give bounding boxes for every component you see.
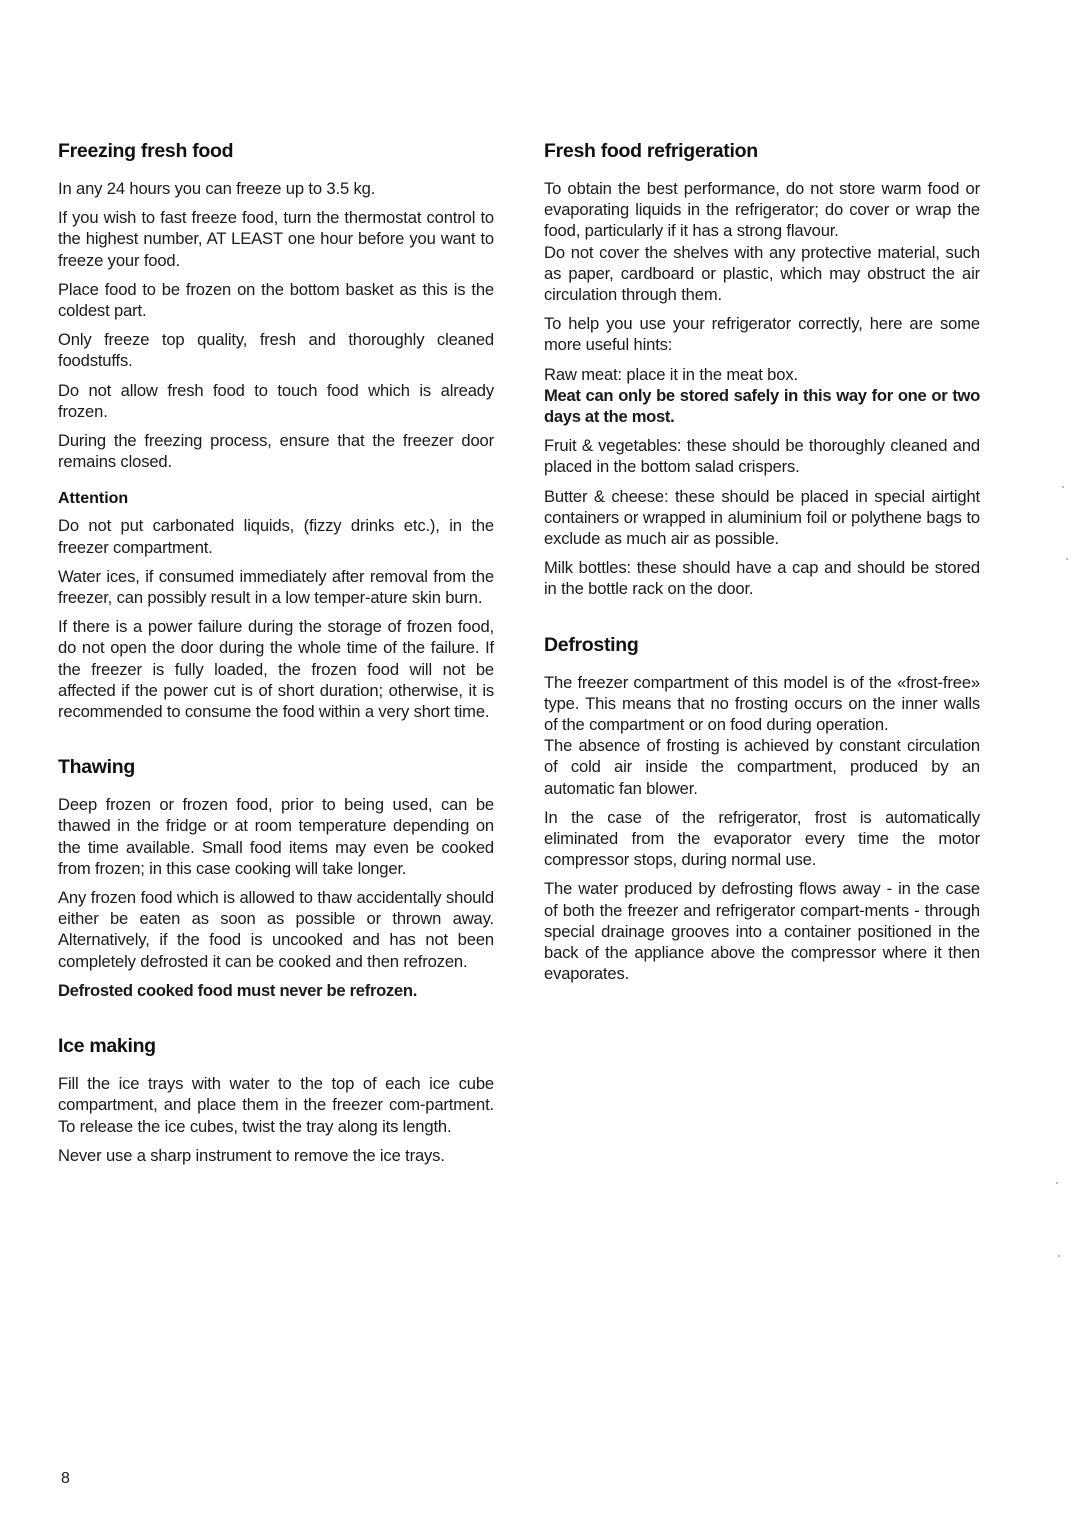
thawing-warning: Defrosted cooked food must never be refrozen. [58, 980, 418, 1000]
paragraph: Do not allow fresh food to touch food which is already frozen. [58, 380, 494, 421]
paragraph: If you wish to fast freeze food, turn the thermostat control to the highest number, AT LEAST one hour before you want to freeze your food. [58, 208, 494, 270]
paragraph: To obtain the best performance, do not store warm food or evaporating liquids in the refrigerator; do cover or wrap the food, particularly if it has a strong flavour. [544, 179, 980, 241]
heading-defrosting: Defrosting [544, 633, 639, 656]
heading-fresh-food-refrigeration: Fresh food refrigeration [544, 140, 758, 162]
paragraph: The freezer compartment of this model is of the «frost-free» type. This means that no frosting occurs on the inner walls of the compartment or on food during operation. [544, 672, 980, 735]
paragraph: Any frozen food which is allowed to thaw accidentally should either be eaten as soon as possible or thrown away. Alternatively, if the food is uncooked and has not been completely defrosted it can be cooked and then refrozen. [58, 888, 494, 971]
hint-milk-bottles: Milk bottles: these should have a cap and should be stored in the bottle rack on the door. [544, 558, 980, 599]
heading-thawing: Thawing [58, 756, 135, 779]
hint-fruit-vegetables: Fruit & vegetables: these should be thoroughly cleaned and placed in the bottom salad crispers. [544, 436, 980, 477]
section-freezing-fresh-food [58, 138, 494, 722]
paragraph: If there is a power failure during the storage of frozen food, do not open the door during the whole time of the failure. If the freezer is fully loaded, the frozen food will not be affected if the power cut is of short duration; otherwise, it is recommended to consume the food within a very short time. [58, 617, 494, 722]
scan-speck [1058, 1255, 1060, 1257]
paragraph: During the freezing process, ensure that the freezer door remains closed. [58, 431, 494, 472]
paragraph: Fill the ice trays with water to the top of each ice cube compartment, and place them in the freezer com-partment. To release the ice cubes, twist the tray along its length. [58, 1074, 494, 1136]
heading-ice-making: Ice making [58, 1035, 156, 1058]
paragraph: Water ices, if consumed immediately after removal from the freezer, can possibly result in a low temper-ature skin burn. [58, 566, 494, 608]
section-fresh-food-refrigeration [544, 138, 980, 600]
left-column [58, 138, 494, 1174]
section-thawing [58, 754, 494, 1001]
heading-freezing-fresh-food: Freezing fresh food [58, 140, 234, 162]
scan-speck [1066, 558, 1068, 560]
paragraph: Do not put carbonated liquids, (fizzy drinks etc.), in the freezer compartment. [58, 516, 494, 557]
scan-speck [1056, 1182, 1058, 1184]
meat-warning: Meat can only be stored safely in this way for one or two days at the most. [544, 385, 980, 427]
paragraph: To help you use your refrigerator correctly, here are some more useful hints: [544, 314, 980, 355]
paragraph: Raw meat: place it in the meat box. [544, 364, 798, 384]
paragraph: Deep frozen or frozen food, prior to being used, can be thawed in the fridge or at room temperature depending on the time available. Small food items may even be cooked from frozen; in this case cooking will take longer. [58, 795, 494, 878]
page-number: 8 [61, 1470, 70, 1487]
paragraph: Place food to be frozen on the bottom basket as this is the coldest part. [58, 279, 494, 321]
section-ice-making [58, 1033, 494, 1166]
paragraph: Do not cover the shelves with any protective material, such as paper, cardboard or plastic, which may obstruct the air circulation through them. [544, 242, 980, 305]
right-column [544, 138, 980, 993]
paragraph: In any 24 hours you can freeze up to 3.5 kg. [58, 179, 376, 198]
paragraph: In the case of the refrigerator, frost is automatically eliminated from the evaporator every time the motor compressor stops, during normal use. [544, 807, 980, 870]
paragraph: Only freeze top quality, fresh and thoroughly cleaned foodstuffs. [58, 330, 494, 371]
paragraph: The water produced by defrosting flows away - in the case of both the freezer and refrigerator compart-ments - through special drainage grooves into a container positioned in the back of the appliance above the compressor where it then evaporates. [544, 879, 980, 984]
section-defrosting [544, 632, 980, 985]
heading-attention: Attention [58, 490, 129, 508]
paragraph: The absence of frosting is achieved by constant circulation of cold air inside the compartment, produced by an automatic fan blower. [544, 736, 980, 798]
scan-speck [1062, 486, 1064, 488]
hint-butter-cheese: Butter & cheese: these should be placed in special airtight containers or wrapped in aluminium foil or polythene bags to exclude as much air as possible. [544, 486, 980, 549]
paragraph: Never use a sharp instrument to remove the ice trays. [58, 1145, 445, 1165]
